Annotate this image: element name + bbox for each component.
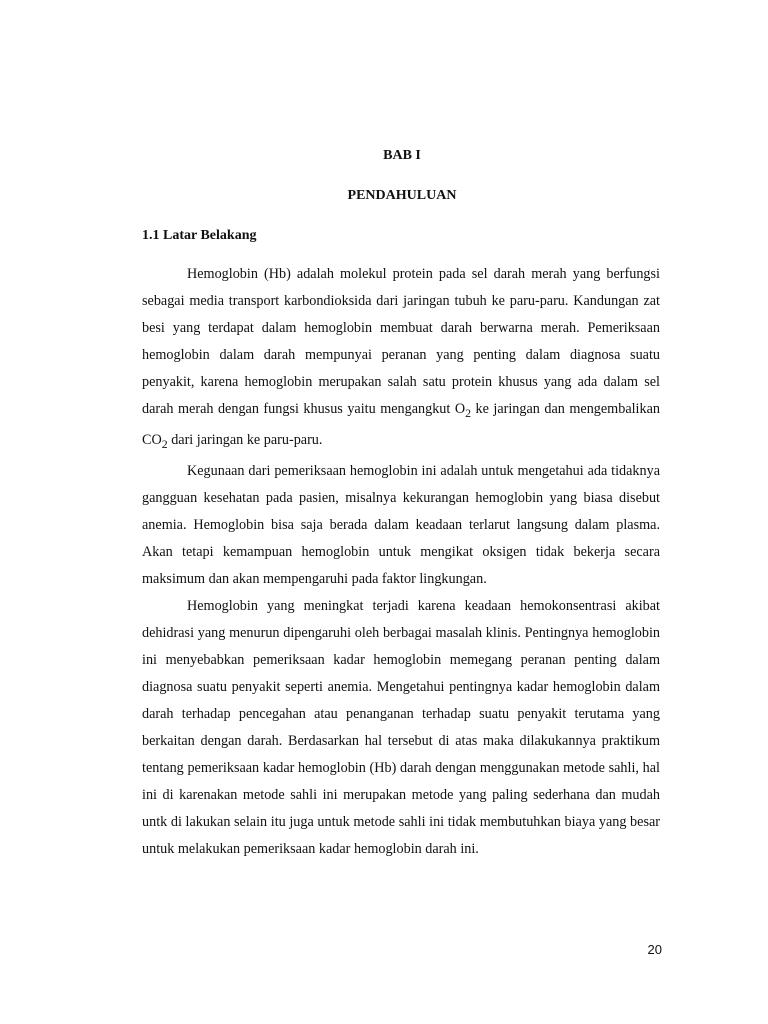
chapter-label: BAB I — [383, 148, 421, 163]
chapter-title: PENDAHULUAN — [347, 188, 457, 203]
paragraph-1 — [142, 261, 660, 458]
paragraph-1-part-2: ke jaringan dan mengembalikan CO — [142, 401, 660, 448]
paragraph-1-subscript-1: 2 — [465, 405, 471, 420]
page-number: 20 — [647, 942, 662, 957]
paragraph-1-part-1: Hemoglobin (Hb) adalah molekul protein pada sel darah merah yang berfungsi sebagai media transport karbondioksida dari jaringan tubuh ke paru-paru. Kandungan zat besi yang terdapat dalam hemoglobin membuat darah berwarna merah. Pemeriksaan hemoglobin dalam darah mempunyai peranan yang penting dalam diagnosa suatu penyakit, karena hemoglobin merupakan salah satu protein khusus yang ada dalam sel darah merah dengan fungsi khusus yaitu mengangkut O — [142, 266, 660, 417]
section-heading: 1.1 Latar Belakang — [142, 228, 257, 243]
paragraph-1-part-3: dari jaringan ke paru-paru. — [167, 431, 323, 448]
paragraph-2: Kegunaan dari pemeriksaan hemoglobin ini adalah untuk mengetahui ada tidaknya gangguan kesehatan pada pasien, misalnya kekurangan hemoglobin yang biasa disebut anemia. Hemoglobin bisa saja berada dalam keadaan terlarut langsung dalam plasma. Akan tetapi kemampuan hemoglobin untuk mengikat oksigen tidak bekerja secara maksimum dan akan mempengaruhi pada faktor lingkungan. — [142, 462, 660, 587]
paragraph-3: Hemoglobin yang meningkat terjadi karena keadaan hemokonsentrasi akibat dehidrasi yang menurun dipengaruhi oleh berbagai masalah klinis. Pentingnya hemoglobin ini menyebabkan pemeriksaan kadar hemoglobin memegang peranan penting dalam diagnosa suatu penyakit seperti anemia. Mengetahui pentingnya kadar hemoglobin dalam darah terhadap pencegahan atau penanganan terhadap suatu penyakit terutama yang berkaitan dengan darah. Berdasarkan hal tersebut di atas maka dilakukannya praktikum tentang pemeriksaan kadar hemoglobin (Hb) darah dengan menggunakan metode sahli, hal ini di karenakan metode sahli ini merupakan metode yang paling sederhana dan mudah untk di lakukan selain itu juga untuk metode sahli ini tidak membutuhkan biaya yang besar untuk melakukan pemeriksaan kadar hemoglobin darah ini. — [142, 597, 660, 857]
body-text — [142, 261, 660, 863]
paragraph-1-subscript-2: 2 — [161, 436, 168, 451]
